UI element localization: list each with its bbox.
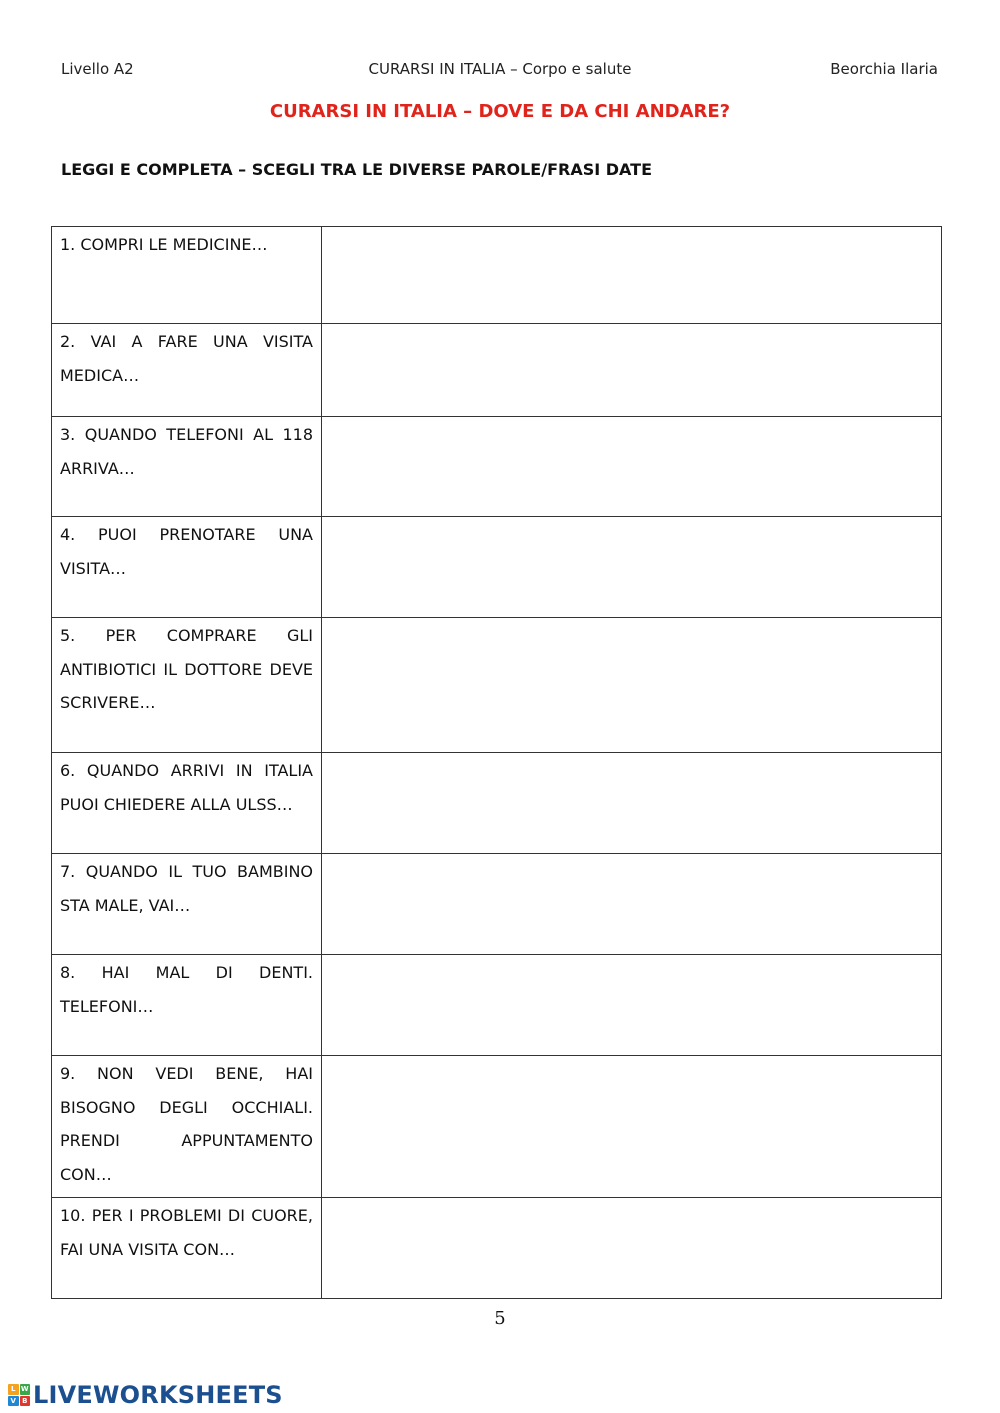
answer-drop-zone[interactable]: [322, 1056, 942, 1198]
exercise-row: [52, 753, 942, 854]
answer-drop-zone[interactable]: [322, 1198, 942, 1299]
exercise-row: [52, 955, 942, 1056]
instruction-text: LEGGI E COMPLETA – SCEGLI TRA LE DIVERSE PAROLE/FRASI DATE: [61, 160, 653, 179]
page-number: 5: [494, 1308, 506, 1329]
exercise-row: [52, 854, 942, 955]
logo-grid-icon: [8, 1384, 30, 1406]
question-cell: 3. QUANDO TELEFONI AL 118 ARRIVA…: [52, 417, 322, 517]
exercise-row: [52, 618, 942, 753]
exercise-row: [52, 417, 942, 517]
exercise-row: [52, 227, 942, 324]
logo-letter: V: [8, 1396, 19, 1407]
worksheet-title: CURARSI IN ITALIA – DOVE E DA CHI ANDARE?: [269, 101, 731, 122]
answer-drop-zone[interactable]: [322, 955, 942, 1056]
question-cell: 6. QUANDO ARRIVI IN ITALIA PUOI CHIEDERE ALLA ULSS…: [52, 753, 322, 854]
header-author: Beorchia Ilaria: [830, 60, 938, 78]
question-cell: 8. HAI MAL DI DENTI. TELEFONI…: [52, 955, 322, 1056]
question-cell: 4. PUOI PRENOTARE UNA VISITA…: [52, 517, 322, 618]
header-course-title: CURARSI IN ITALIA – Corpo e salute: [368, 60, 632, 78]
exercise-row: [52, 517, 942, 618]
question-cell: 9. NON VEDI BENE, HAI BISOGNO DEGLI OCCHIALI. PRENDI APPUNTAMENTO CON…: [52, 1056, 322, 1198]
header-level: Livello A2: [61, 60, 134, 78]
question-cell: 2. VAI A FARE UNA VISITA MEDICA…: [52, 324, 322, 417]
question-cell: 1. COMPRI LE MEDICINE…: [52, 227, 322, 324]
answer-drop-zone[interactable]: [322, 854, 942, 955]
exercise-row: [52, 1056, 942, 1198]
answer-drop-zone[interactable]: [322, 417, 942, 517]
exercise-table: [51, 226, 942, 1299]
exercise-row: [52, 324, 942, 417]
answer-drop-zone[interactable]: [322, 227, 942, 324]
question-cell: 5. PER COMPRARE GLI ANTIBIOTICI IL DOTTORE DEVE SCRIVERE…: [52, 618, 322, 753]
question-cell: 10. PER I PROBLEMI DI CUORE, FAI UNA VISITA CON…: [52, 1198, 322, 1299]
logo-letter: L: [8, 1384, 19, 1395]
answer-drop-zone[interactable]: [322, 618, 942, 753]
exercise-row: [52, 1198, 942, 1299]
answer-drop-zone[interactable]: [322, 753, 942, 854]
brand-name: LIVEWORKSHEETS: [33, 1381, 283, 1409]
question-cell: 7. QUANDO IL TUO BAMBINO STA MALE, VAI…: [52, 854, 322, 955]
answer-drop-zone[interactable]: [322, 517, 942, 618]
liveworksheets-logo[interactable]: [8, 1380, 283, 1410]
logo-letter: W: [20, 1385, 29, 1394]
logo-letter: B: [20, 1396, 31, 1407]
answer-drop-zone[interactable]: [322, 324, 942, 417]
